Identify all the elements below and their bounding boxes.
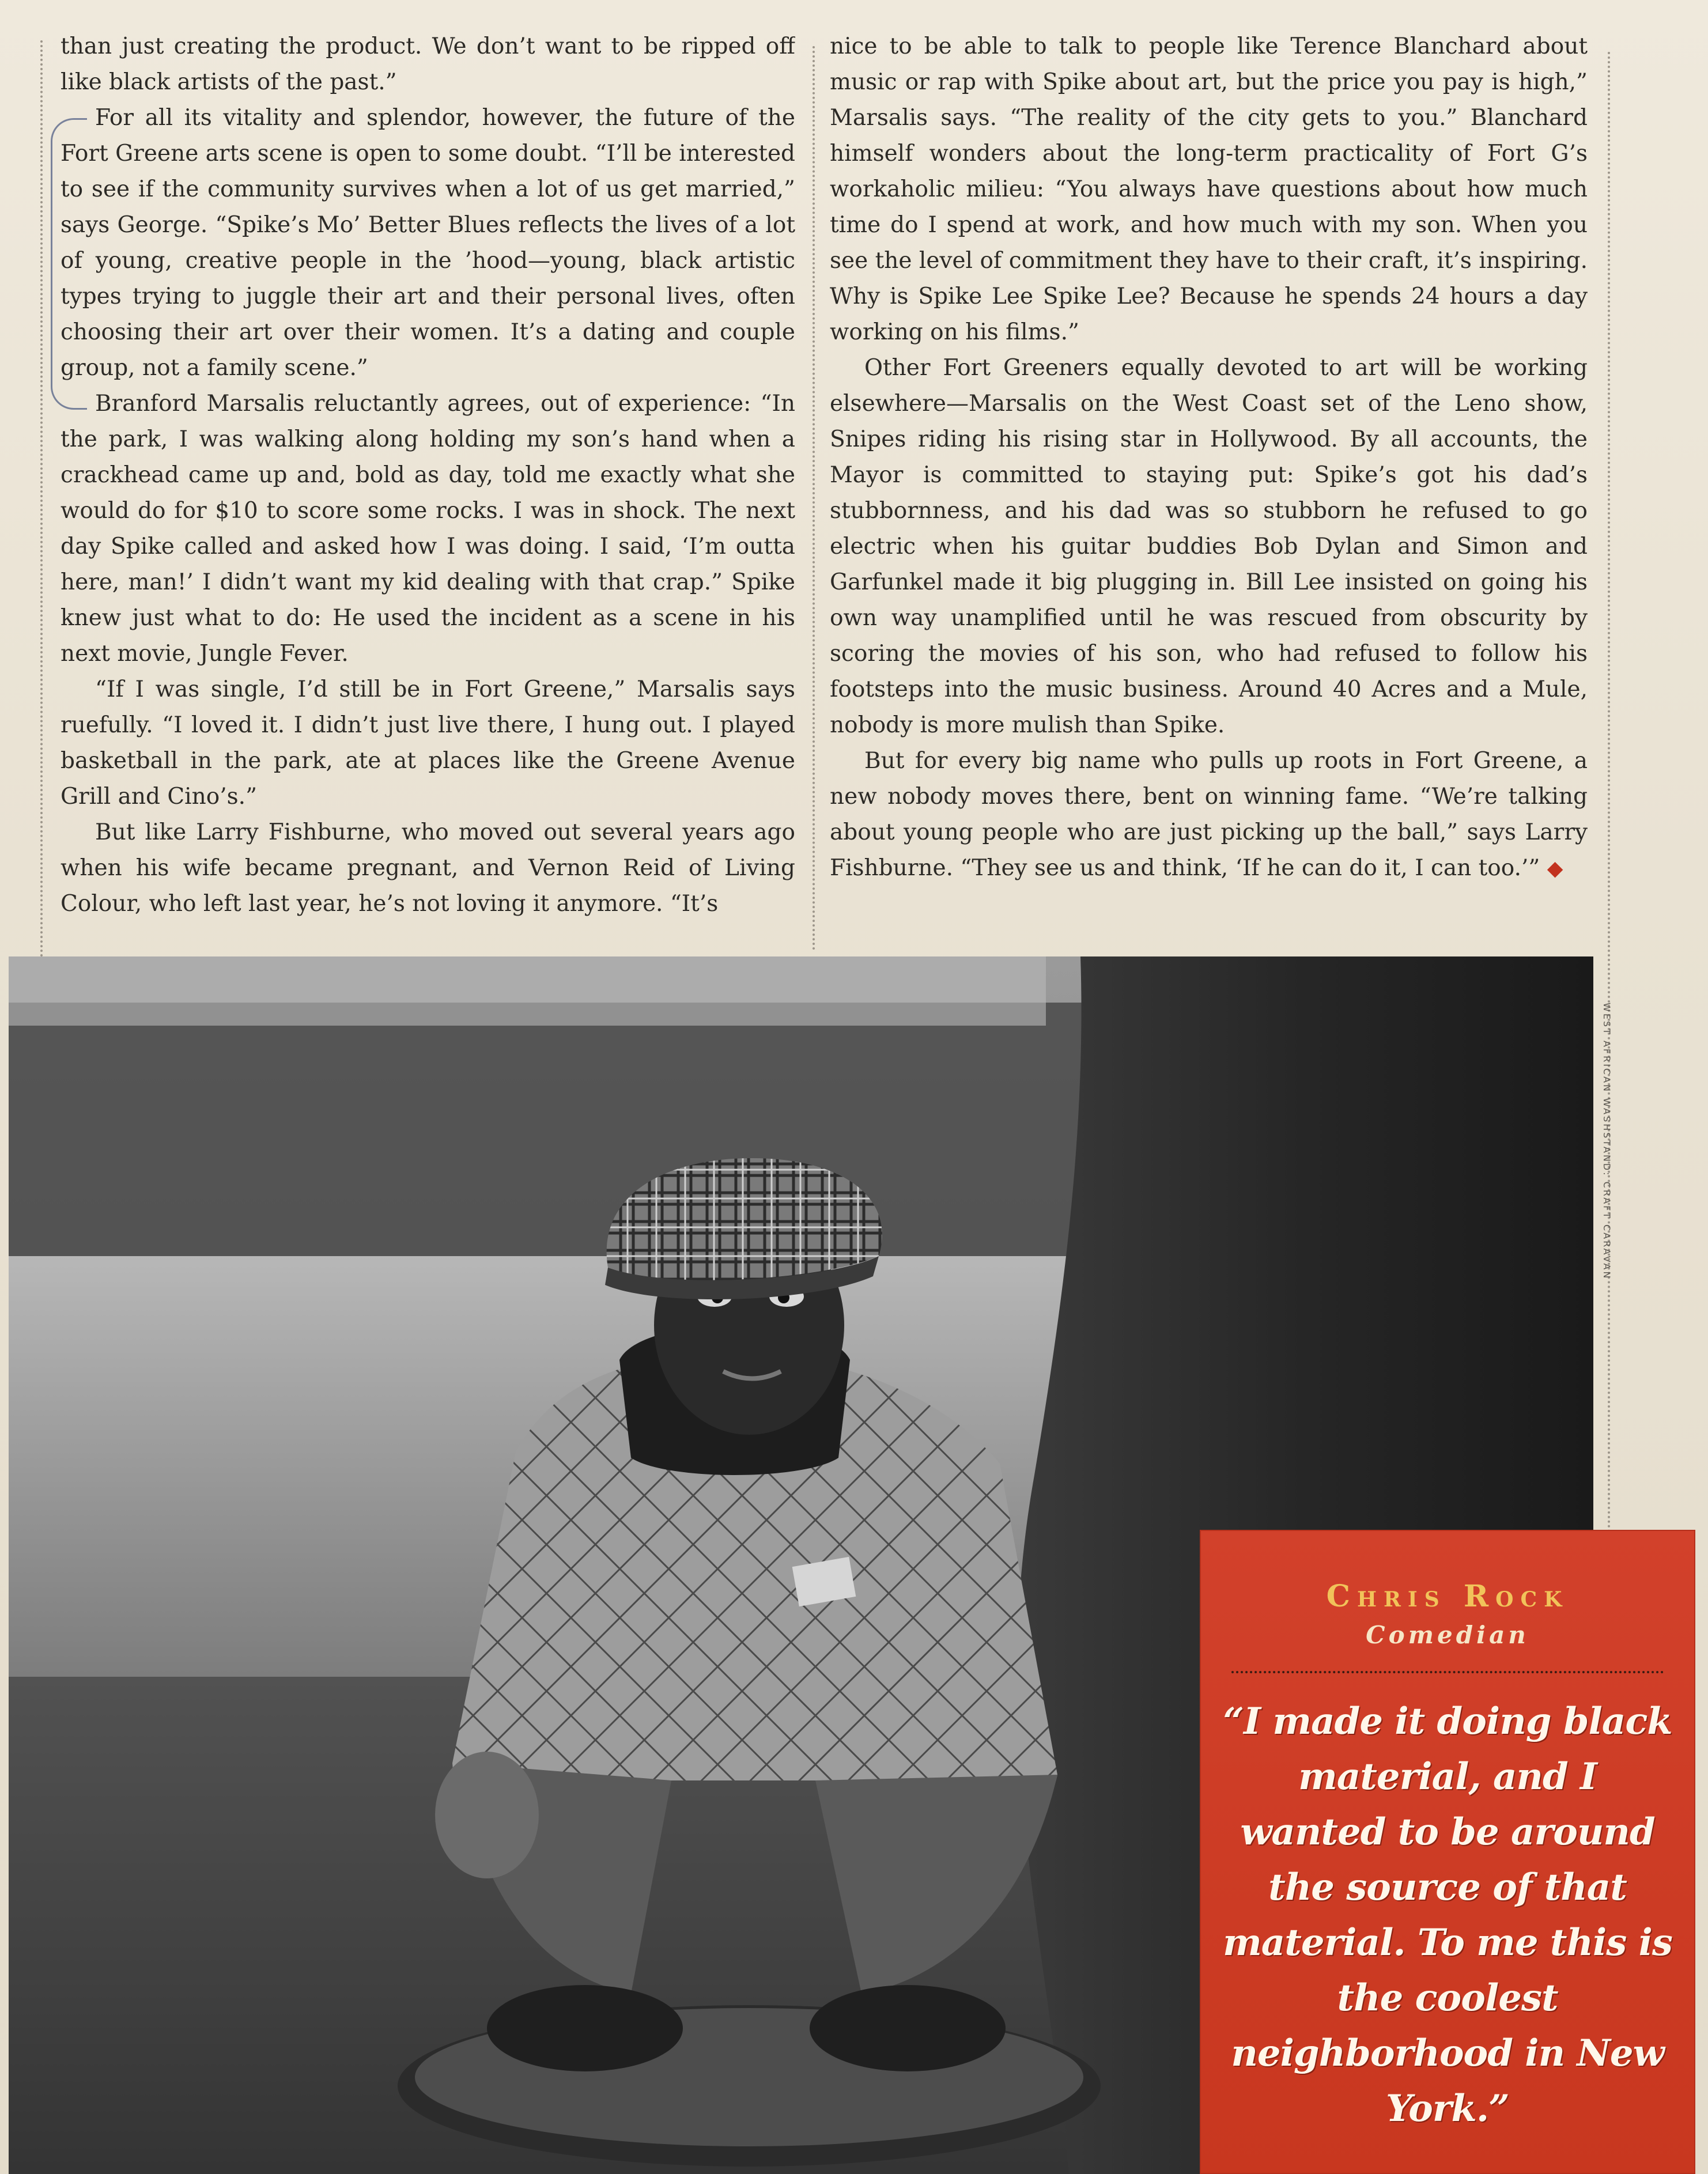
quote-speaker-role: Comedian	[1366, 1621, 1529, 1649]
end-of-article-diamond-icon: ◆	[1547, 857, 1563, 880]
photo-credit: WEST AFRICAN WASHSTAND: CRAFT CARAVAN	[1601, 1003, 1612, 1280]
pull-quote-box	[1200, 1530, 1695, 2174]
article-column-right	[830, 29, 1588, 951]
paragraph: than just creating the product. We don’t want to be ripped off like black artists of the past.”	[61, 33, 795, 95]
paragraph: Branford Marsalis reluctantly agrees, out of experience: “In the park, I was walking along holding my son’s hand when a crackhead came up and, bold as day, told me exactly what she would do for $10 to score some rocks. I was in shock. The next day Spike called and asked how I was doing. I said, ‘I’m outta here, man!’ I didn’t want my kid dealing with that crap.” Spike knew just what to do: He used the incident as a scene in his next movie, Jungle Fever.	[61, 391, 795, 667]
column-rule-middle	[813, 46, 815, 951]
column-rule-left	[40, 40, 43, 962]
pull-quote-text: “I made it doing black material, and I wanted to be around the source of that material. To me this is the coolest neighborhood in New York.”	[1223, 1700, 1672, 2130]
quote-speaker-name: Chris Rock	[1326, 1579, 1569, 1614]
paragraph: For all its vitality and splendor, however, the future of the Fort Greene arts scene is open to some doubt. “I’ll be interested to see if the community survives when a lot of us get married,” says George. “Spike’s Mo’ Better Blues reflects the lives of a lot of young, creative people in the ’hood—young, black artistic types trying to juggle their art and their personal lives, often choosing their art over their women. It’s a dating and couple group, not a family scene.”	[61, 105, 795, 381]
paragraph: nice to be able to talk to people like Terence Blanchard about music or rap with Spike about art, but the price you pay is high,” Marsalis says. “The reality of the city gets to you.” Blanchard himself wonders about the long-term practicality of Fort G’s workaholic milieu: “You always have questions about how much time do I spend at work, and how much with my son. When you see the level of commitment they have to their craft, it’s inspiring. Why is Spike Lee Spike Lee? Because he spends 24 hours a day working on his films.”	[830, 33, 1588, 345]
paragraph	[830, 743, 1588, 887]
paragraph: But like Larry Fishburne, who moved out several years ago when his wife became pregnant, and Vernon Reid of Living Colour, who left last year, he’s not loving it anymore. “It’s	[61, 819, 795, 917]
paragraph-text: But for every big name who pulls up roots in Fort Greene, a new nobody moves there, bent on winning fame. “We’re talking about young people who are just picking up the ball,” says Larry Fishburne. “They see us and think, ‘If he can do it, I can too.’”	[830, 748, 1588, 881]
article-column-left	[61, 29, 795, 951]
paragraph: Other Fort Greeners equally devoted to art will be working elsewhere—Marsalis on the West Coast set of the Leno show, Snipes riding his rising star in Hollywood. By all accounts, the Mayor is committed to staying put: Spike’s got his dad’s stubbornness, and his dad was so stubborn he refused to go electric when his guitar buddies Bob Dylan and Simon and Garfunkel made it big plugging in. Bill Lee insisted on going his own way unamplified until he was rescued from obscurity by scoring the movies of his son, who had refused to follow his footsteps into the music business. Around 40 Acres and a Mule, nobody is more mulish than Spike.	[830, 355, 1588, 738]
column-rule-right	[1608, 52, 1610, 1538]
quote-divider	[1231, 1671, 1664, 1673]
paragraph: “If I was single, I’d still be in Fort Greene,” Marsalis says ruefully. “I loved it. I didn’t just live there, I hung out. I played basketball in the park, ate at places like the Greene Avenue Grill and Cino’s.”	[61, 676, 795, 810]
